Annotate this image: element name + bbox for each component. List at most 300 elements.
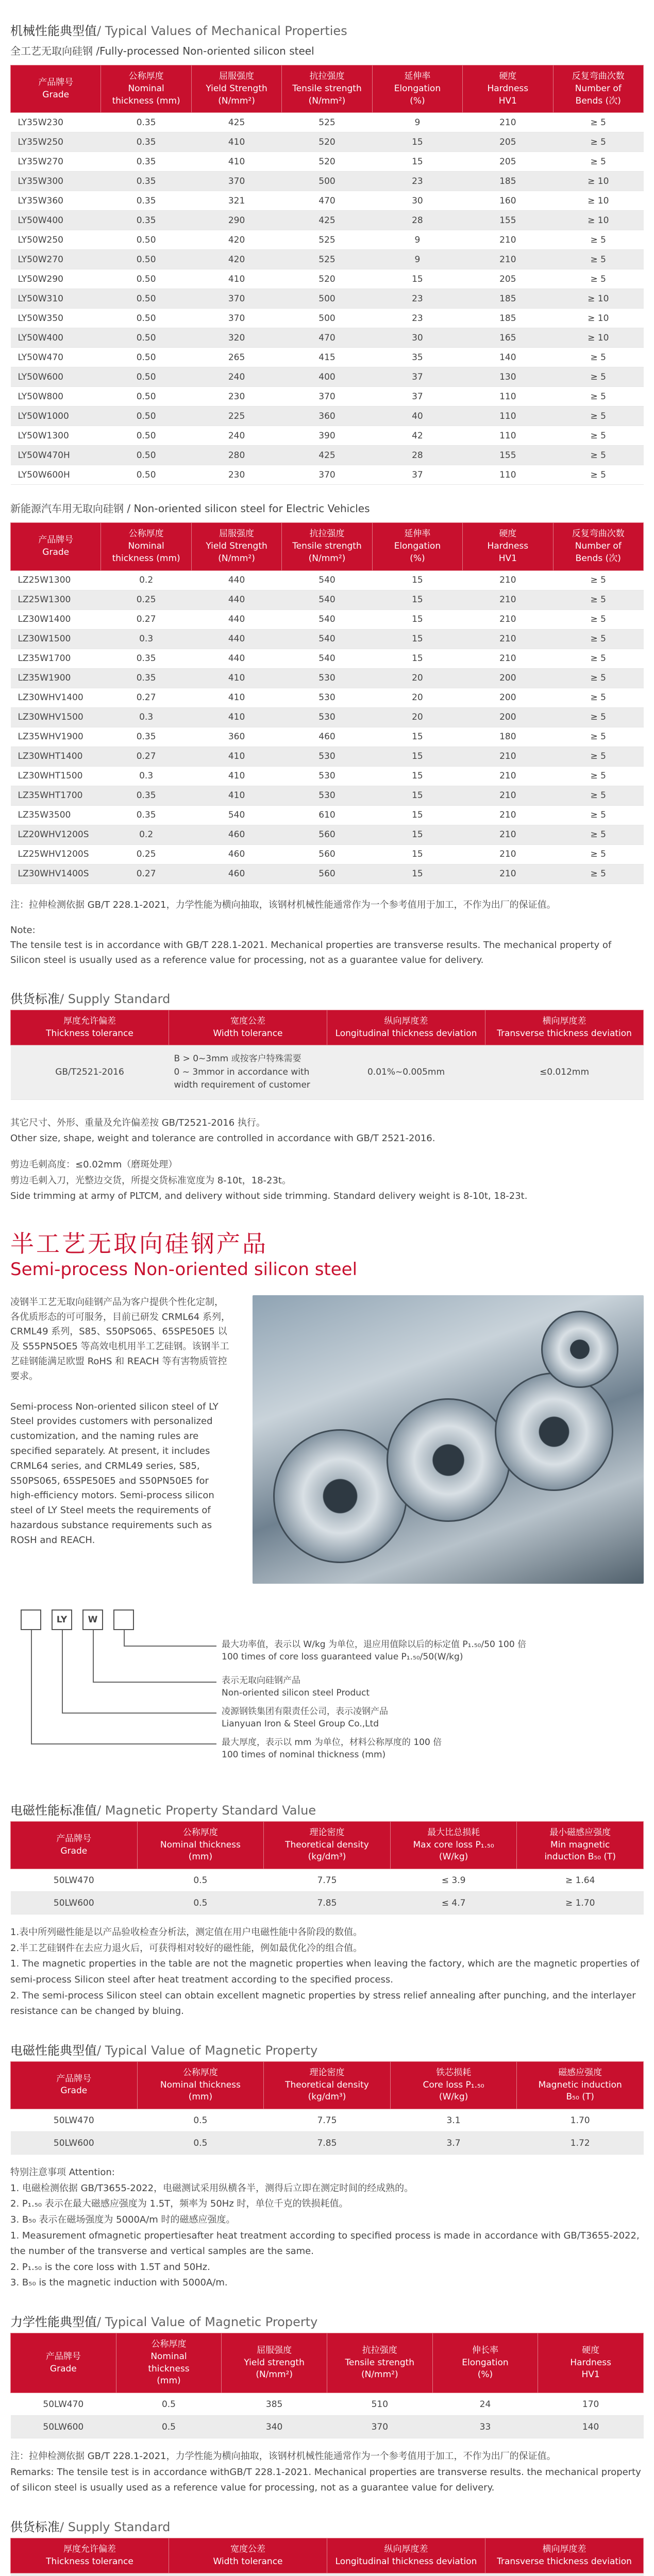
mech2-cell: ≥ 5 bbox=[553, 864, 643, 884]
typ2-cell: 0.5 bbox=[137, 2109, 264, 2132]
mech1-cell: 225 bbox=[191, 406, 281, 426]
mech2-cell: ≥ 5 bbox=[553, 786, 643, 805]
table-row bbox=[11, 2416, 644, 2438]
mech2-cell: 460 bbox=[191, 864, 281, 884]
mech1-title bbox=[10, 21, 644, 39]
mech3-cell: 385 bbox=[222, 2393, 327, 2416]
mech1-cell: LY50W470H bbox=[11, 446, 101, 465]
supply1-title bbox=[10, 989, 644, 1007]
mech2-cell: 0.35 bbox=[101, 805, 191, 825]
table-row bbox=[11, 786, 644, 805]
mech1-cell: 470 bbox=[282, 328, 372, 348]
typ2-notes bbox=[10, 2165, 644, 2291]
mech2-cell: 210 bbox=[463, 844, 553, 864]
mech1-cell: 28 bbox=[372, 211, 462, 230]
mech1-cell: 37 bbox=[372, 367, 462, 387]
std2-title-en: / Magnetic Property Standard Value bbox=[97, 1803, 316, 1818]
mech2-cell: 0.3 bbox=[101, 766, 191, 786]
table-row bbox=[11, 864, 644, 884]
typ2-cell: 0.5 bbox=[137, 2132, 264, 2155]
mech2-cell: ≥ 5 bbox=[553, 825, 643, 844]
table-row bbox=[11, 191, 644, 211]
mech2-cell: ≥ 5 bbox=[553, 649, 643, 668]
mech1-cell: 0.50 bbox=[101, 367, 191, 387]
mech1-cell: 0.50 bbox=[101, 406, 191, 426]
mech2-header: 硬度 Hardness HV1 bbox=[463, 523, 553, 570]
mech1-cell: ≥ 5 bbox=[553, 113, 643, 132]
gd-box-blank2 bbox=[113, 1609, 134, 1630]
mech1-cell: ≥ 5 bbox=[553, 446, 643, 465]
mech1-header: 产品牌号 Grade bbox=[11, 65, 101, 113]
typ2-title bbox=[10, 2040, 644, 2058]
gd-box-w: W bbox=[82, 1609, 103, 1630]
mech2-cell: 440 bbox=[191, 609, 281, 629]
mech2-cell: LZ25WHV1200S bbox=[11, 844, 101, 864]
mech2-cell: ≥ 5 bbox=[553, 727, 643, 747]
mech1-header: 延伸率 Elongation (%) bbox=[372, 65, 462, 113]
mech1-cell: 370 bbox=[191, 172, 281, 191]
table-row bbox=[11, 152, 644, 172]
note1-en: The tensile test is in accordance with GB/T 228.1-2021. Mechanical properties are transverse results. The mechanical property of Silicon steel is usually used as a reference value for processing, not as a guarantee value for delivery. bbox=[10, 940, 612, 965]
mech1-cell: 420 bbox=[191, 230, 281, 250]
mech1-cell: 370 bbox=[191, 289, 281, 309]
gd-l4-zh: 最大厚度，表示以 mm 为单位，材料公称厚度的 100 倍 bbox=[222, 1737, 442, 1748]
supply1-text1: 其它尺寸、外形、重量及允许偏差按 GB/T2521-2016 执行。 bbox=[10, 1117, 265, 1128]
mech3-header: 屈服强度 Yield strength (N/mm²) bbox=[222, 2333, 327, 2393]
mech1-cell: 15 bbox=[372, 152, 462, 172]
mech1-cell: 230 bbox=[191, 465, 281, 485]
mech2-cell: 210 bbox=[463, 766, 553, 786]
mech1-cell: ≥ 5 bbox=[553, 465, 643, 485]
mech3-title-en: / Typical Value of Magnetic Property bbox=[97, 2314, 318, 2329]
typ2-cell: 1.70 bbox=[517, 2109, 644, 2132]
mech2-cell: 210 bbox=[463, 805, 553, 825]
supply2-header: 纵向厚度差 Longitudinal thickness deviation bbox=[327, 2538, 485, 2573]
std2-cell: 7.85 bbox=[264, 1892, 391, 1914]
mech2-cell: 0.35 bbox=[101, 668, 191, 688]
mech1-cell: 280 bbox=[191, 446, 281, 465]
mech2-cell: 15 bbox=[372, 590, 462, 609]
supply1-cell: GB/T2521-2016 bbox=[11, 1045, 169, 1100]
mech2-cell: 0.2 bbox=[101, 825, 191, 844]
table-row bbox=[11, 747, 644, 766]
mech1-cell: 0.50 bbox=[101, 309, 191, 328]
std2-note: 1. The magnetic properties in the table are not the magnetic properties when leaving the factory, which are the magnetic properties of semi-process Silicon steel after heat treatment according to the specified process. bbox=[10, 1958, 640, 1985]
table-row bbox=[11, 649, 644, 668]
mech2-cell: 15 bbox=[372, 786, 462, 805]
table-row bbox=[11, 367, 644, 387]
table-row bbox=[11, 590, 644, 609]
mech2-cell: 15 bbox=[372, 825, 462, 844]
mech1-cell: 9 bbox=[372, 113, 462, 132]
std2-header: 理论密度 Theoretical density (kg/dm³) bbox=[264, 1821, 391, 1869]
mech3-header: 产品牌号 Grade bbox=[11, 2333, 116, 2393]
table-row bbox=[11, 406, 644, 426]
mech1-cell: LY35W250 bbox=[11, 132, 101, 152]
mech1-cell: 0.50 bbox=[101, 387, 191, 406]
mech1-cell: 205 bbox=[463, 132, 553, 152]
mech1-cell: ≥ 10 bbox=[553, 289, 643, 309]
supply1-text2: Other size, shape, weight and tolerance are controlled in accordance with GB/T 2521-2016. bbox=[10, 1133, 435, 1144]
mech2-cell: 0.35 bbox=[101, 786, 191, 805]
grade-naming-diagram bbox=[10, 1604, 644, 1780]
typ2-note: 2. P₁.₅₀ 表示在最大磁感应强度为 1.5T，频率为 50Hz 时，单位千克的铁损耗值。 bbox=[10, 2198, 348, 2210]
semi-title-en: Semi-process Non-oriented silicon steel bbox=[10, 1259, 358, 1280]
mech1-cell: 30 bbox=[372, 328, 462, 348]
mech2-cell: 530 bbox=[282, 786, 372, 805]
mech1-cell: 0.35 bbox=[101, 191, 191, 211]
std2-header: 公称厚度 Nominal thickness (mm) bbox=[137, 1821, 264, 1869]
mech1-header: 抗拉强度 Tensile strength (N/mm²) bbox=[282, 65, 372, 113]
mech1-cell: 290 bbox=[191, 211, 281, 230]
table-row bbox=[11, 2393, 644, 2416]
typ2-note: 1. Measurement ofmagnetic propertiesafter heat treatment according to specified process is made in accordance with GB/T3655-2022, the number of the transverse and vertical samples are the same. bbox=[10, 2230, 640, 2257]
typ2-header: 磁感应强度 Magnetic induction B₅₀ (T) bbox=[517, 2061, 644, 2109]
mech2-cell: ≥ 5 bbox=[553, 844, 643, 864]
mech2-cell: 540 bbox=[282, 609, 372, 629]
mech1-cell: 425 bbox=[282, 446, 372, 465]
table-row bbox=[11, 348, 644, 367]
mech1-cell: LY50W400 bbox=[11, 328, 101, 348]
mech1-cell: 35 bbox=[372, 348, 462, 367]
steel-coils-photo bbox=[253, 1295, 644, 1584]
table-row bbox=[11, 727, 644, 747]
typ2-note: 1. 电磁检测依据 GB/T3655-2022，电磁测试采用纵横各半，测得后立即在测定时间的经成熟的。 bbox=[10, 2182, 414, 2194]
mech1-cell: 210 bbox=[463, 230, 553, 250]
note1-zh: 注：拉伸检测依据 GB/T 228.1-2021，力学性能为横向抽取，该钢材机械性能通常作为一个参考值用于加工，不作为出厂的保证值。 bbox=[10, 899, 556, 910]
typ2-header: 公称厚度 Nominal thickness (mm) bbox=[137, 2061, 264, 2109]
std2-title bbox=[10, 1800, 644, 1818]
mech1-cell: LY50W470 bbox=[11, 348, 101, 367]
supply1-cell: ≤0.012mm bbox=[485, 1045, 644, 1100]
std2-cell: 0.5 bbox=[137, 1869, 264, 1892]
supply1-header: 厚度允许偏差 Thickness tolerance bbox=[11, 1010, 169, 1045]
std2-title-zh: 电磁性能标准值 bbox=[10, 1803, 97, 1818]
supply1-header: 横向厚度差 Transverse thickness deviation bbox=[485, 1010, 644, 1045]
mech1-cell: LY50W250 bbox=[11, 230, 101, 250]
mech1-cell: 23 bbox=[372, 289, 462, 309]
mech3-header: 伸长率 Elongation (%) bbox=[432, 2333, 538, 2393]
mech2-cell: 530 bbox=[282, 747, 372, 766]
mech1-cell: ≥ 5 bbox=[553, 426, 643, 446]
mech1-cell: 140 bbox=[463, 348, 553, 367]
std2-header: 最小磁感应强度 Min magnetic induction B₅₀ (T) bbox=[517, 1821, 644, 1869]
mech2-cell: LZ30W1500 bbox=[11, 629, 101, 649]
supply2-title-en: / Supply Standard bbox=[60, 2519, 171, 2534]
mech1-cell: 185 bbox=[463, 289, 553, 309]
mech2-cell: ≥ 5 bbox=[553, 590, 643, 609]
supply1-header: 纵向厚度差 Longitudinal thickness deviation bbox=[327, 1010, 485, 1045]
mech2-cell: 20 bbox=[372, 707, 462, 727]
typ2-title-en: / Typical Value of Magnetic Property bbox=[97, 2043, 318, 2058]
typ2-cell: 7.75 bbox=[264, 2109, 391, 2132]
mech1-cell: 15 bbox=[372, 269, 462, 289]
mech1-cell: 520 bbox=[282, 132, 372, 152]
mech3-title-zh: 力学性能典型值 bbox=[10, 2314, 97, 2329]
mech3-table bbox=[10, 2333, 644, 2438]
mech1-cell: 42 bbox=[372, 426, 462, 446]
semi-desc-zh: 凌钢半工艺无取向硅钢产品为客户提供个性化定制，各优质形态的可可服务，目前已研发 CRML64 系列，CRML49 系列，S85、S50PS065、65SPE50E5 以及 S55PN5OE5 等高效电机用半工艺硅钢。该钢半工艺硅钢能满足欧盟 RoHS 和 REACH 等有害物质管控要求。 bbox=[10, 1296, 230, 1382]
semi-intro bbox=[10, 1295, 644, 1584]
typ2-note: 3. B₅₀ 表示在磁场强度为 5000A/m 时的磁感应强度。 bbox=[10, 2214, 236, 2225]
mech1-cell: 0.50 bbox=[101, 328, 191, 348]
mech1-cell: 520 bbox=[282, 152, 372, 172]
table-row bbox=[11, 1892, 644, 1914]
supply1-title-en: / Supply Standard bbox=[60, 991, 171, 1006]
table-row bbox=[11, 570, 644, 590]
mech2-cell: LZ35WHT1700 bbox=[11, 786, 101, 805]
typ2-note: 3. B₅₀ is the magnetic induction with 5000A/m. bbox=[10, 2277, 228, 2289]
mech3-header: 公称厚度 Nominal thickness (mm) bbox=[116, 2333, 222, 2393]
mech2-cell: LZ35W1700 bbox=[11, 649, 101, 668]
mech1-cell: 155 bbox=[463, 446, 553, 465]
mech3-cell: 170 bbox=[538, 2393, 644, 2416]
mech2-cell: 460 bbox=[191, 825, 281, 844]
mech2-cell: 210 bbox=[463, 786, 553, 805]
mech2-cell: 440 bbox=[191, 629, 281, 649]
mech3-note-zh: 注：拉伸检测依据 GB/T 228.1-2021，力学性能为横向抽取，该钢材机械性能通常作为一个参考值用于加工，不作为出厂的保证值。 bbox=[10, 2451, 556, 2462]
mech3-cell: 370 bbox=[327, 2416, 432, 2438]
table-row bbox=[11, 269, 644, 289]
mech1-cell: 23 bbox=[372, 309, 462, 328]
mech1-cell: 0.35 bbox=[101, 113, 191, 132]
table-row bbox=[11, 426, 644, 446]
mech1-cell: 0.50 bbox=[101, 250, 191, 269]
typ2-table bbox=[10, 2061, 644, 2155]
gd-l1-zh: 最大功率值，表示以 W/kg 为单位，退应用值除以后的标定值 P₁.₅₀/50 100 倍 bbox=[222, 1639, 527, 1650]
mech2-cell: 210 bbox=[463, 747, 553, 766]
mech1-cell: 240 bbox=[191, 367, 281, 387]
supply2-cell bbox=[169, 2573, 327, 2576]
supply1-cell: 0.01%~0.005mm bbox=[327, 1045, 485, 1100]
mech2-cell: 15 bbox=[372, 747, 462, 766]
gd-l2-en: Non-oriented silicon steel Product bbox=[222, 1688, 370, 1699]
mech2-cell: 0.25 bbox=[101, 590, 191, 609]
mech1-cell: 0.50 bbox=[101, 230, 191, 250]
mech1-cell: 265 bbox=[191, 348, 281, 367]
mech1-cell: ≥ 5 bbox=[553, 269, 643, 289]
gd-label-coreloss bbox=[222, 1638, 613, 1664]
mech2-cell: 410 bbox=[191, 747, 281, 766]
mech1-cell: 0.50 bbox=[101, 446, 191, 465]
mech2-cell: 15 bbox=[372, 766, 462, 786]
mech2-cell: 410 bbox=[191, 688, 281, 707]
mech2-cell: 210 bbox=[463, 590, 553, 609]
mech2-cell: 200 bbox=[463, 668, 553, 688]
mech1-cell: 37 bbox=[372, 465, 462, 485]
typ2-note: 2. P₁.₅₀ is the core loss with 1.5T and 50Hz. bbox=[10, 2261, 210, 2273]
mech1-cell: 230 bbox=[191, 387, 281, 406]
mech2-cell: 210 bbox=[463, 570, 553, 590]
mech2-cell: 200 bbox=[463, 707, 553, 727]
mech1-cell: ≥ 5 bbox=[553, 367, 643, 387]
mech1-cell: ≥ 5 bbox=[553, 348, 643, 367]
mech2-cell: 560 bbox=[282, 825, 372, 844]
mech1-cell: 15 bbox=[372, 132, 462, 152]
mech2-cell: 20 bbox=[372, 688, 462, 707]
mech1-cell: ≥ 5 bbox=[553, 387, 643, 406]
table-row bbox=[11, 250, 644, 269]
mech1-cell: 23 bbox=[372, 172, 462, 191]
mech2-cell: ≥ 5 bbox=[553, 570, 643, 590]
table-row bbox=[11, 707, 644, 727]
std2-cell: ≤ 3.9 bbox=[390, 1869, 517, 1892]
mech2-cell: LZ20WHV1200S bbox=[11, 825, 101, 844]
mech2-header: 公称厚度 Nominal thickness (mm) bbox=[101, 523, 191, 570]
mech2-cell: 0.3 bbox=[101, 629, 191, 649]
mech1-cell: 110 bbox=[463, 406, 553, 426]
std2-note: 2. The semi-process Silicon steel can obtain excellent magnetic properties by stress relief annealing after punching, and the interlayer resistance can be changed by bluing. bbox=[10, 1990, 636, 2017]
mech2-cell: 0.35 bbox=[101, 727, 191, 747]
typ2-cell: 7.85 bbox=[264, 2132, 391, 2155]
note1-label: Note: bbox=[10, 925, 36, 936]
table-row bbox=[11, 825, 644, 844]
gd-l2-zh: 表示无取向硅钢产品 bbox=[222, 1675, 300, 1686]
mech2-cell: LZ25W1300 bbox=[11, 590, 101, 609]
mech2-cell: 180 bbox=[463, 727, 553, 747]
coil-shape bbox=[495, 1372, 613, 1491]
mech1-cell: 470 bbox=[282, 191, 372, 211]
mech3-header: 抗拉强度 Tensile strength (N/mm²) bbox=[327, 2333, 432, 2393]
mech2-cell: ≥ 5 bbox=[553, 629, 643, 649]
mech1-cell: 155 bbox=[463, 211, 553, 230]
mech1-cell: 40 bbox=[372, 406, 462, 426]
gd-connector bbox=[124, 1630, 125, 1646]
mech1-cell: 410 bbox=[191, 152, 281, 172]
supply1-table bbox=[10, 1010, 644, 1100]
mech2-cell: 15 bbox=[372, 864, 462, 884]
gd-connector bbox=[93, 1630, 94, 1682]
gd-connector bbox=[62, 1630, 63, 1713]
std2-cell: ≤ 4.7 bbox=[390, 1892, 517, 1914]
supply1-header: 宽度公差 Width tolerance bbox=[169, 1010, 327, 1045]
mech2-cell: 460 bbox=[282, 727, 372, 747]
mech3-cell: 24 bbox=[432, 2393, 538, 2416]
table-row bbox=[11, 387, 644, 406]
table-row bbox=[11, 211, 644, 230]
mech1-cell: 410 bbox=[191, 269, 281, 289]
mech1-cell: LY50W400 bbox=[11, 211, 101, 230]
mech2-cell: 530 bbox=[282, 707, 372, 727]
table-row bbox=[11, 465, 644, 485]
table-row bbox=[11, 309, 644, 328]
typ2-header: 理论密度 Theoretical density (kg/dm³) bbox=[264, 2061, 391, 2109]
mech2-cell: 20 bbox=[372, 668, 462, 688]
mech2-cell: LZ30WHV1400S bbox=[11, 864, 101, 884]
mech3-title bbox=[10, 2312, 644, 2330]
mech3-cell: 140 bbox=[538, 2416, 644, 2438]
mech3-cell: 50LW470 bbox=[11, 2393, 116, 2416]
mech2-header: 产品牌号 Grade bbox=[11, 523, 101, 570]
mech2-cell: 560 bbox=[282, 844, 372, 864]
mech1-cell: 525 bbox=[282, 230, 372, 250]
mech2-cell: LZ30WHT1400 bbox=[11, 747, 101, 766]
mech2-cell: 410 bbox=[191, 668, 281, 688]
mech2-cell: LZ35W3500 bbox=[11, 805, 101, 825]
mech2-cell: ≥ 5 bbox=[553, 688, 643, 707]
mech1-cell: ≥ 5 bbox=[553, 250, 643, 269]
typ2-cell: 3.1 bbox=[390, 2109, 517, 2132]
table-row bbox=[11, 328, 644, 348]
mech2-cell: ≥ 5 bbox=[553, 805, 643, 825]
mech1-cell: 9 bbox=[372, 230, 462, 250]
supply2-header: 横向厚度差 Transverse thickness deviation bbox=[485, 2538, 644, 2573]
mech1-cell: 425 bbox=[282, 211, 372, 230]
std2-table bbox=[10, 1821, 644, 1914]
mech2-cell: 460 bbox=[191, 844, 281, 864]
supply1-title-zh: 供货标准 bbox=[10, 991, 60, 1006]
mech1-cell: ≥ 10 bbox=[553, 211, 643, 230]
mech3-cell: 50LW600 bbox=[11, 2416, 116, 2438]
table-row bbox=[11, 2109, 644, 2132]
mech1-cell: 0.50 bbox=[101, 465, 191, 485]
mech1-cell: 410 bbox=[191, 132, 281, 152]
mech1-cell: 110 bbox=[463, 465, 553, 485]
gd-connector bbox=[62, 1713, 216, 1714]
mech2-header: 延伸率 Elongation (%) bbox=[372, 523, 462, 570]
mech1-cell: 525 bbox=[282, 113, 372, 132]
gd-l1-en: 100 times of core loss guaranteed value P₁.₅₀/50(W/kg) bbox=[222, 1652, 463, 1663]
mech1-cell: LY35W230 bbox=[11, 113, 101, 132]
mech3-cell: 0.5 bbox=[116, 2393, 222, 2416]
table-row bbox=[11, 609, 644, 629]
mech1-cell: 37 bbox=[372, 387, 462, 406]
mech1-cell: 370 bbox=[191, 309, 281, 328]
supply2-header: 宽度公差 Width tolerance bbox=[169, 2538, 327, 2573]
mech2-cell: 530 bbox=[282, 688, 372, 707]
gd-label-company bbox=[222, 1705, 613, 1731]
std2-cell: ≥ 1.64 bbox=[517, 1869, 644, 1892]
table-row bbox=[11, 2132, 644, 2155]
table-row bbox=[11, 230, 644, 250]
supply2-table bbox=[10, 2538, 644, 2576]
mech2-header: 反复弯曲次数 Number of Bends (次) bbox=[553, 523, 643, 570]
mech1-subtitle: 全工艺无取向硅钢 /Fully-processed Non-oriented silicon steel bbox=[10, 45, 314, 57]
table-row bbox=[11, 289, 644, 309]
mech2-cell: 540 bbox=[282, 570, 372, 590]
mech1-cell: 0.35 bbox=[101, 152, 191, 172]
gd-connector bbox=[31, 1630, 32, 1743]
supply2-title-zh: 供货标准 bbox=[10, 2519, 60, 2534]
mech1-cell: LY35W300 bbox=[11, 172, 101, 191]
mech1-cell: 390 bbox=[282, 426, 372, 446]
mech1-cell: 185 bbox=[463, 309, 553, 328]
mech1-cell: LY50W290 bbox=[11, 269, 101, 289]
mech2-cell: 440 bbox=[191, 570, 281, 590]
gd-l3-en: Lianyuan Iron & Steel Group Co.,Ltd bbox=[222, 1719, 379, 1730]
mech1-cell: 0.50 bbox=[101, 348, 191, 367]
mech2-cell: 410 bbox=[191, 707, 281, 727]
mech1-cell: 110 bbox=[463, 426, 553, 446]
mech1-cell: LY50W600 bbox=[11, 367, 101, 387]
mech2-cell: 15 bbox=[372, 570, 462, 590]
mech1-cell: LY50W800 bbox=[11, 387, 101, 406]
mech2-cell: 440 bbox=[191, 649, 281, 668]
table-row bbox=[11, 446, 644, 465]
typ2-cell: 50LW600 bbox=[11, 2132, 138, 2155]
mech1-cell: 110 bbox=[463, 387, 553, 406]
semi-text bbox=[10, 1295, 232, 1548]
mech1-cell: 0.50 bbox=[101, 426, 191, 446]
mech2-cell: 560 bbox=[282, 864, 372, 884]
mech1-cell: 9 bbox=[372, 250, 462, 269]
std2-header: 产品牌号 Grade bbox=[11, 1821, 138, 1869]
mech2-cell: LZ30W1400 bbox=[11, 609, 101, 629]
mech2-cell: LZ35W1900 bbox=[11, 668, 101, 688]
mech1-cell: 360 bbox=[282, 406, 372, 426]
supply1-text4: 剪边毛刺入刀，光整边交货，所提交货标准宽度为 8-10t，18-23t。 bbox=[10, 1175, 291, 1186]
mech2-cell: 15 bbox=[372, 649, 462, 668]
